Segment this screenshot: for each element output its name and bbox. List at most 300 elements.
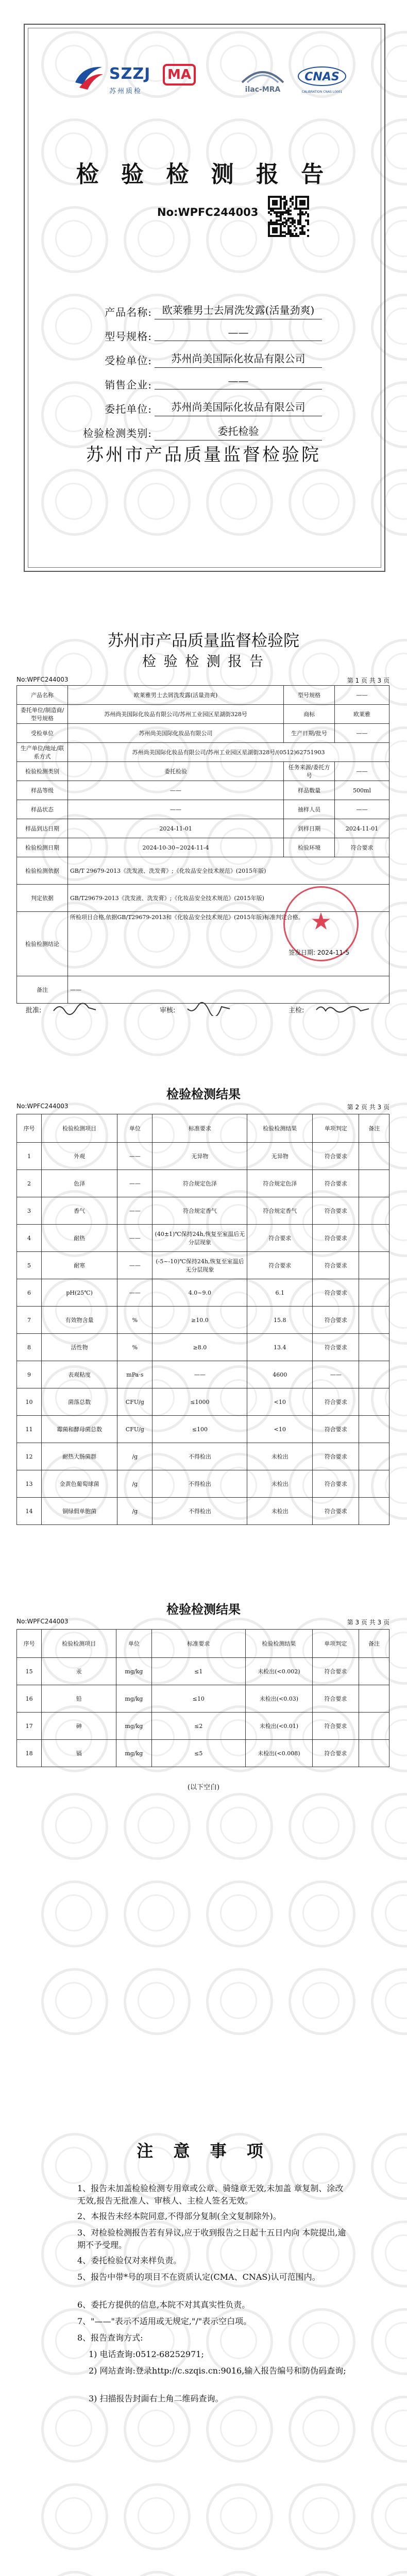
- watermark-seal-icon: [206, 2396, 273, 2463]
- results-cell: 符合规定香气: [152, 1197, 247, 1225]
- results-cell: /g: [117, 1443, 152, 1470]
- results-cell: 耐热大肠菌群: [42, 1443, 117, 1470]
- results-cell: [359, 1361, 389, 1388]
- summary-row: [17, 819, 389, 838]
- watermark-seal-icon: [124, 1793, 191, 1860]
- results-cell: [359, 1470, 389, 1498]
- summary-page-info: 第 1 页 共 3 页: [347, 677, 389, 684]
- cover-field-value: 苏州尚美国际化妆品有限公司: [155, 350, 322, 368]
- summary-row: [17, 724, 389, 743]
- watermark-seal-icon: [124, 1968, 191, 2035]
- results-cell: mg/kg: [116, 1740, 151, 1767]
- cover-field-label: 检验检测类别:: [83, 427, 152, 439]
- results-cell: ≥8.0: [152, 1334, 247, 1361]
- results-cell: 未检出: [247, 1443, 313, 1470]
- table-row: [17, 1307, 389, 1334]
- results-cell: 符合规定色泽: [152, 1170, 247, 1197]
- results-cell: 不得检出: [152, 1498, 247, 1525]
- watermark-seal-icon: [289, 1880, 355, 1947]
- watermark-seal-icon: [206, 2483, 273, 2550]
- results-cell: ≤2: [151, 1713, 245, 1740]
- results-cell: 符合要求: [313, 1388, 359, 1416]
- results-cell: [359, 1498, 389, 1525]
- results-cell: 符合要求: [313, 1307, 359, 1334]
- results-cell: 1: [17, 1143, 42, 1170]
- cnas-sub: CALIBRATION CNAS L0001: [301, 90, 343, 94]
- table-row: [17, 1197, 389, 1225]
- note-item: 3) 扫描报告封面右上角二维码查询。: [89, 2394, 224, 2403]
- cover-field-row: [82, 396, 325, 416]
- results-cell: CFU/g: [117, 1388, 152, 1416]
- summary-value: ——: [335, 800, 389, 819]
- table-row: [17, 1279, 389, 1307]
- summary-value: 欧莱雅: [335, 705, 389, 724]
- results-cell: [359, 1170, 389, 1197]
- signature-review-mark: [185, 1001, 232, 1019]
- results-cell: 符合要求: [313, 1416, 359, 1443]
- results-cell: 未检出: [247, 1498, 313, 1525]
- logo-row: [62, 53, 345, 102]
- results-cell: /g: [117, 1470, 152, 1498]
- note-item: 6、委托方提供的信息,本院不对其真实性负责。: [77, 2300, 250, 2310]
- watermark-seal-icon: [371, 1793, 407, 1860]
- results-cell: [359, 1197, 389, 1225]
- results-cell: 表观粘度: [42, 1361, 117, 1388]
- results-cell: 符合要求: [313, 1252, 359, 1279]
- results-cell: 符合规定香气: [247, 1197, 313, 1225]
- signature-approve-mark: [52, 1001, 98, 1019]
- results-cell: (40±1)℃保持24h,恢复至室温后无分层现象: [152, 1225, 247, 1252]
- summary-label: 商标: [284, 705, 335, 724]
- watermark-seal-icon: [41, 2483, 108, 2550]
- summary-label: 生产单位/地址/联系方式: [17, 743, 68, 762]
- results-cell: [359, 1252, 389, 1279]
- stamp-star-icon: ★: [310, 907, 332, 935]
- results-cell: 12: [17, 1443, 42, 1470]
- cover-field-value: 欧莱雅男士去屑洗发露(活量劲爽): [155, 302, 322, 319]
- results-header-cell: 单位: [116, 1630, 151, 1658]
- summary-row: [17, 743, 389, 762]
- cover-field-value: ——: [155, 375, 322, 389]
- results-cell: ——: [117, 1279, 152, 1307]
- summary-value: 符合要求: [335, 838, 389, 857]
- watermark-seal-icon: [371, 2308, 407, 2375]
- results-cell: 符合要求: [313, 1334, 359, 1361]
- watermark-seal-icon: [124, 1880, 191, 1947]
- cover-field-row: [82, 371, 325, 392]
- results-cell: 符合要求: [313, 1498, 359, 1525]
- summary-report-no: No:WPFC244003: [16, 676, 69, 683]
- results-cell: ≤100: [152, 1416, 247, 1443]
- results-cell: ——: [152, 1361, 247, 1388]
- results-cell: ——: [117, 1170, 152, 1197]
- results-cell: [359, 1143, 389, 1170]
- results2-heading: 检验检测结果: [166, 1602, 241, 1617]
- results-cell: 未检出: [247, 1470, 313, 1498]
- table-row: [17, 1713, 389, 1740]
- watermark-seal-icon: [41, 1793, 108, 1860]
- results-cell: <10: [247, 1416, 313, 1443]
- summary-value: 苏州尚美国际化妆品有限公司/苏州工业园区星湖街328号/(0512)62751903: [68, 743, 389, 762]
- results-cell: 符合要求: [312, 1658, 359, 1685]
- signature-main-mark: [314, 1001, 371, 1019]
- summary-row: [17, 686, 389, 705]
- note-item: 7、"——"表示不适用或无规定,"/"表示空白项。: [77, 2316, 252, 2326]
- summary-value: 苏州尚美国际化妆品有限公司: [68, 724, 284, 743]
- table-row: [17, 1388, 389, 1416]
- results-cell: 14: [17, 1498, 42, 1525]
- summary-label: 判定依据: [17, 885, 68, 912]
- results-cell: ——: [117, 1225, 152, 1252]
- results-cell: [359, 1443, 389, 1470]
- watermark-seal-icon: [371, 2571, 407, 2576]
- results-header-cell: 检验检测结果: [245, 1630, 312, 1658]
- results-cell: [359, 1685, 389, 1713]
- summary-label: 抽样人员: [284, 800, 335, 819]
- results-header-cell: 标准要求: [152, 1114, 247, 1143]
- summary-value: ——: [335, 762, 389, 781]
- results-cell: 7: [17, 1307, 42, 1334]
- results1-page-info: 第 2 页 共 3 页: [347, 1104, 389, 1111]
- results-cell: 符合要求: [313, 1143, 359, 1170]
- cover-page: [0, 0, 407, 608]
- signature-main: 主检:: [289, 1007, 304, 1014]
- results-cell: ≤5: [151, 1740, 245, 1767]
- summary-value: 2024-11-01: [68, 819, 284, 838]
- table-row: [17, 1498, 389, 1525]
- results-cell: mg/kg: [116, 1713, 151, 1740]
- watermark-seal-icon: [124, 2571, 191, 2576]
- results-cell: 符合要求: [247, 1225, 313, 1252]
- results-cell: 符合要求: [313, 1279, 359, 1307]
- summary-value: 苏州尚美国际化妆品有限公司/苏州工业园区星湖街328号: [68, 705, 284, 724]
- results-cell: 镉: [42, 1740, 116, 1767]
- results-cell: 无异物: [247, 1143, 313, 1170]
- summary-label: 产品名称: [17, 686, 68, 705]
- results-cell: 符合要求: [313, 1225, 359, 1252]
- szzj-mark-icon: [72, 62, 105, 93]
- results-cell: 霉菌和酵母菌总数: [42, 1416, 117, 1443]
- results-header-cell: 单位: [117, 1114, 152, 1143]
- results-cell: 10: [17, 1388, 42, 1416]
- results-header-cell: 单项判定: [312, 1630, 359, 1658]
- summary-value: 所检项目合格,依据GB/T29679-2013和《化妆品安全技术规范》(2015年版)标准判定合格。: [68, 912, 389, 976]
- results-cell: /g: [117, 1498, 152, 1525]
- summary-label: 到样日期: [284, 819, 335, 838]
- results-cell: 未检出(<0.002): [245, 1658, 312, 1685]
- results-cell: ——: [313, 1361, 359, 1388]
- summary-institute: 苏州市产品质量监督检验院: [108, 632, 299, 650]
- results2-page-info: 第 3 页 共 3 页: [347, 1619, 389, 1626]
- results-cell: 未检出(<0.01): [245, 1713, 312, 1740]
- results-cell: 符合要求: [312, 1685, 359, 1713]
- cover-institute: 苏州市产品质量监督检验院: [86, 445, 321, 465]
- results-cell: 3: [17, 1197, 42, 1225]
- summary-row: [17, 762, 389, 781]
- results-cell: mg/kg: [116, 1685, 151, 1713]
- results-cell: [359, 1658, 389, 1685]
- results-cell: 5: [17, 1252, 42, 1279]
- summary-label: 任务来源/委托方号: [284, 762, 335, 781]
- results-cell: 4.0~9.0: [152, 1279, 247, 1307]
- results-cell: ——: [117, 1197, 152, 1225]
- results-cell: [359, 1334, 389, 1361]
- watermark-seal-icon: [206, 2571, 273, 2576]
- summary-row: [17, 976, 389, 1004]
- results-cell: 18: [17, 1740, 42, 1767]
- results1-heading: 检验检测结果: [166, 1087, 241, 1101]
- results-page-2: [0, 1587, 407, 2102]
- results-header-cell: 单项判定: [313, 1114, 359, 1143]
- results-cell: ≥10.0: [152, 1307, 247, 1334]
- results-cell: 6: [17, 1279, 42, 1307]
- cover-field-label: 委托单位:: [105, 403, 152, 415]
- watermark-seal-icon: [206, 1968, 273, 2035]
- summary-value: ——: [68, 781, 284, 800]
- summary-label: 检验检测类别: [17, 762, 68, 781]
- watermark-seal-icon: [124, 2483, 191, 2550]
- results-cell: 符合要求: [313, 1170, 359, 1197]
- summary-value: GB/T29679-2013《洗发液、洗发膏》;《化妆品安全技术规范》(2015年版): [68, 885, 389, 912]
- results-header-cell: 序号: [17, 1630, 42, 1658]
- results-cell: (-5~-10)℃保持24h,恢复至室温后无分层现象: [152, 1252, 247, 1279]
- results-cell: 11: [17, 1416, 42, 1443]
- signature-approve: 批准:: [26, 1007, 42, 1014]
- results-cell: mg/kg: [116, 1658, 151, 1685]
- summary-label: 生产日期/批号: [284, 724, 335, 743]
- qr-code-icon[interactable]: [268, 196, 309, 237]
- results-cell: 不得检出: [152, 1443, 247, 1470]
- results-cell: 符合要求: [313, 1443, 359, 1470]
- note-item: 2) 网站查询:登录http://c.szqis.cn:9016,输入报告编号和防伪码查询;: [89, 2366, 346, 2376]
- results-header-cell: 备注: [359, 1114, 389, 1143]
- results-cell: 16: [17, 1685, 42, 1713]
- results-cell: 符合规定色泽: [247, 1170, 313, 1197]
- results-cell: 未检出(<0.03): [245, 1685, 312, 1713]
- summary-label: 检验检测日期: [17, 838, 68, 857]
- results-cell: 耐热: [42, 1225, 117, 1252]
- note-item: 8、报告查询方式:: [77, 2333, 143, 2343]
- results-header-cell: 检验检测项目: [42, 1114, 117, 1143]
- cover-field-row: [82, 347, 325, 368]
- cover-frame: [24, 24, 385, 572]
- results-cell: 铜绿假单胞菌: [42, 1498, 117, 1525]
- results-cell: 9: [17, 1361, 42, 1388]
- summary-value: 欧莱雅男士去屑洗发露(活量劲爽): [68, 686, 284, 705]
- results-cell: 15: [17, 1658, 42, 1685]
- results-cell: 不得检出: [152, 1470, 247, 1498]
- results-cell: 8: [17, 1334, 42, 1361]
- note-item: 2、本报告未经本院同意,不得部分复制(全文复制除外)。: [77, 2211, 281, 2221]
- results-cell: 无异物: [152, 1143, 247, 1170]
- results-header-cell: 备注: [359, 1630, 389, 1658]
- results1-table: [16, 1114, 389, 1525]
- results-cell: [359, 1307, 389, 1334]
- results-cell: ≤1000: [152, 1388, 247, 1416]
- summary-value: ——: [335, 724, 389, 743]
- ilac-text: ilac-MRA: [245, 86, 281, 94]
- cover-field-label: 销售企业:: [105, 379, 152, 391]
- watermark-seal-icon: [371, 1880, 407, 1947]
- watermark-seal-icon: [371, 1968, 407, 2035]
- results-cell: ——: [117, 1252, 152, 1279]
- summary-title: 检 验 检 测 报 告: [142, 654, 265, 670]
- cover-report-no: No:WPFC244003: [157, 206, 259, 218]
- cover-field-row: [82, 420, 325, 440]
- ilac-logo: [232, 62, 294, 98]
- cover-field-label: 型号规格:: [105, 330, 152, 343]
- summary-label: 检验检测结论: [17, 912, 68, 976]
- report-summary-page: [0, 608, 407, 1072]
- watermark-seal-icon: [289, 1793, 355, 1860]
- results-cell: 15.8: [247, 1307, 313, 1334]
- summary-label: 检验环境: [284, 838, 335, 857]
- watermark-seal-icon: [206, 1793, 273, 1860]
- signature-review: 审核:: [160, 1007, 176, 1014]
- results-header-cell: 检验检测项目: [42, 1630, 116, 1658]
- results-cell: 符合要求: [313, 1197, 359, 1225]
- table-row: [17, 1252, 389, 1279]
- watermark-seal-icon: [41, 1880, 108, 1947]
- summary-row: [17, 857, 389, 885]
- watermark-seal-icon: [371, 2396, 407, 2463]
- results-cell: 香气: [42, 1197, 117, 1225]
- cover-field-value: 委托检验: [155, 423, 322, 440]
- results-header-cell: 标准要求: [151, 1630, 245, 1658]
- results-cell: 符合要求: [312, 1740, 359, 1767]
- results-cell: 色泽: [42, 1170, 117, 1197]
- summary-label: 委托单位/制造商/型号规格: [17, 705, 68, 724]
- summary-value: 2024-10-30~2024-11-4: [68, 838, 284, 857]
- results-cell: 符合要求: [247, 1252, 313, 1279]
- summary-label: 检验检测依据: [17, 857, 68, 885]
- watermark-seal-icon: [41, 2571, 108, 2576]
- note-item: 1) 电话查询:0512-68252971;: [89, 2349, 204, 2359]
- results-cell: 有效物含量: [42, 1307, 117, 1334]
- summary-value: 2024-11-01: [335, 819, 389, 838]
- summary-value: ——: [335, 686, 389, 705]
- table-row: [17, 1685, 389, 1713]
- cover-field-row: [82, 323, 325, 344]
- end-note: (以下空白): [187, 1784, 220, 1791]
- results-cell: <10: [247, 1388, 313, 1416]
- cover-field-value: 苏州尚美国际化妆品有限公司: [155, 399, 322, 416]
- cnas-text: CNAS: [304, 71, 340, 83]
- summary-label: 样品数量: [284, 781, 335, 800]
- table-row: [17, 1740, 389, 1767]
- summary-row: [17, 800, 389, 819]
- results-header-row: [17, 1630, 389, 1658]
- ma-badge: MA: [163, 64, 196, 86]
- table-row: [17, 1658, 389, 1685]
- results-cell: 4: [17, 1225, 42, 1252]
- table-row: [17, 1334, 389, 1361]
- issue-date: 签发日期: 2024-11-5: [289, 949, 349, 956]
- summary-row: [17, 705, 389, 724]
- watermark-seal-icon: [371, 2221, 407, 2287]
- results-cell: 耐寒: [42, 1252, 117, 1279]
- watermark-seal-icon: [124, 2396, 191, 2463]
- results-header-cell: 序号: [17, 1114, 42, 1143]
- results-cell: 砷: [42, 1713, 116, 1740]
- results-cell: ≤10: [151, 1685, 245, 1713]
- results-cell: 6.1: [247, 1279, 313, 1307]
- results-cell: pH(25℃): [42, 1279, 117, 1307]
- results-cell: ≤1: [151, 1658, 245, 1685]
- results-cell: 活性物: [42, 1334, 117, 1361]
- cover-field-label: 受检单位:: [105, 354, 152, 367]
- results-cell: CFU/g: [117, 1416, 152, 1443]
- cover-field-label: 产品名称:: [105, 306, 152, 318]
- results-cell: 17: [17, 1713, 42, 1740]
- summary-value: 500ml: [335, 781, 389, 800]
- watermark-seal-icon: [289, 2483, 355, 2550]
- szzj-text: SZZJ: [109, 65, 151, 83]
- results2-report-no: No:WPFC244003: [16, 1618, 69, 1625]
- notes-title: 注 意 事 项: [137, 2141, 270, 2161]
- results-cell: %: [117, 1307, 152, 1334]
- results-page-1: [0, 1072, 407, 1587]
- results-cell: 外观: [42, 1143, 117, 1170]
- results1-report-no: No:WPFC244003: [16, 1103, 69, 1110]
- results-cell: [359, 1713, 389, 1740]
- table-row: [17, 1416, 389, 1443]
- watermark-seal-icon: [289, 2571, 355, 2576]
- summary-value: ——: [68, 800, 284, 819]
- summary-value: ——: [68, 976, 389, 1004]
- watermark-seal-icon: [206, 1880, 273, 1947]
- summary-label: 受检单位: [17, 724, 68, 743]
- table-row: [17, 1225, 389, 1252]
- results-cell: ——: [117, 1143, 152, 1170]
- note-item: 3、对检验检测报告若有异议,应于收到报告之日起十五日内向 本院提出,逾期不予受理。: [77, 2228, 346, 2250]
- summary-label: 样品到达日期: [17, 819, 68, 838]
- table-row: [17, 1361, 389, 1388]
- results-cell: [359, 1388, 389, 1416]
- results-cell: 汞: [42, 1658, 116, 1685]
- summary-label: 型号规格: [284, 686, 335, 705]
- szzj-sub: 苏州质检: [109, 88, 143, 95]
- note-item: 5、报告中带*号的项目不在资质认定(CMA、CNAS)认可范围内。: [77, 2272, 320, 2282]
- summary-label: 样品状态: [17, 800, 68, 819]
- summary-value: 委托检验: [68, 762, 284, 781]
- results-cell: 未检出(<0.008): [245, 1740, 312, 1767]
- results-cell: [359, 1740, 389, 1767]
- results-cell: %: [117, 1334, 152, 1361]
- results-cell: mPa·s: [117, 1361, 152, 1388]
- cover-title: 检 验 检 测 报 告: [76, 161, 331, 188]
- cnas-logo: [294, 61, 350, 98]
- summary-label: 备注: [17, 976, 68, 1004]
- results-cell: 13: [17, 1470, 42, 1498]
- results-cell: [359, 1416, 389, 1443]
- cover-field-row: [82, 299, 325, 319]
- results-cell: 符合要求: [313, 1470, 359, 1498]
- results-cell: 铅: [42, 1685, 116, 1713]
- watermark-seal-icon: [41, 1968, 108, 2035]
- results-cell: 13.4: [247, 1334, 313, 1361]
- table-row: [17, 1470, 389, 1498]
- table-row: [17, 1170, 389, 1197]
- note-item: 1、报告未加盖检验检测专用章或公章、骑缝章无效,未加盖 章复制、涂改无效,报告无批准人、审核人、主检人签名无效。: [77, 2183, 344, 2206]
- results-cell: 2: [17, 1170, 42, 1197]
- watermark-seal-icon: [41, 2396, 108, 2463]
- table-row: [17, 1443, 389, 1470]
- table-row: [17, 1143, 389, 1170]
- results-cell: 菌落总数: [42, 1388, 117, 1416]
- results2-table: [16, 1629, 389, 1767]
- summary-row: [17, 781, 389, 800]
